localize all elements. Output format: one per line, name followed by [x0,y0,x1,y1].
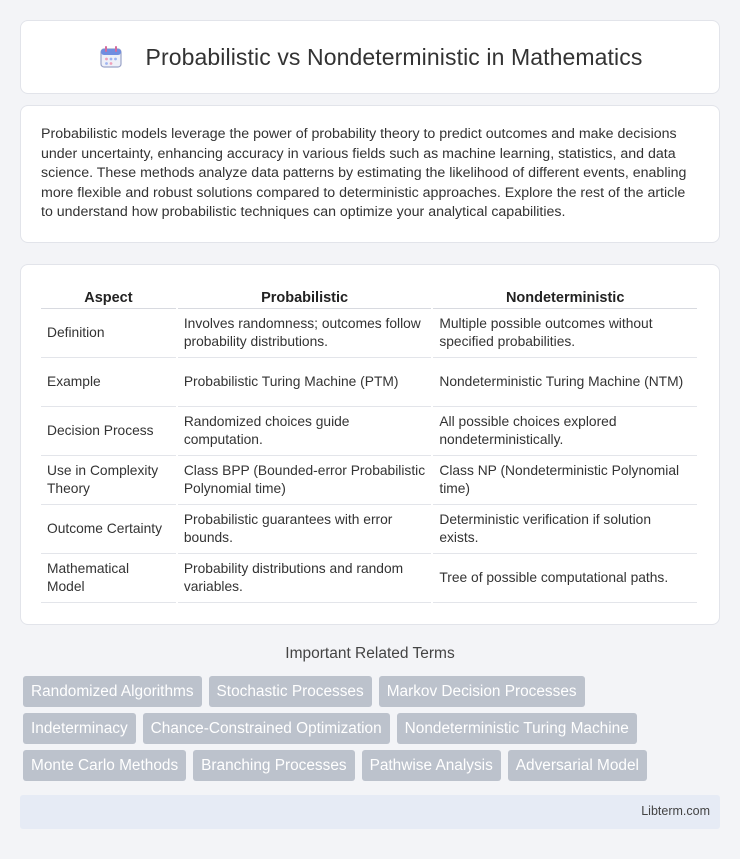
table-row [41,407,697,456]
related-term-tag[interactable]: Stochastic Processes [209,676,372,707]
header-aspect: Aspect [41,285,176,309]
table-row [41,505,697,554]
related-term-tag[interactable]: Randomized Algorithms [23,676,202,707]
row-aspect: Definition [41,309,176,358]
row-nondeterministic: Tree of possible computational paths. [433,554,697,603]
row-aspect: Decision Process [41,407,176,456]
row-aspect: Mathematical Model [41,554,176,603]
related-term-tag[interactable]: Pathwise Analysis [362,750,501,781]
row-aspect: Outcome Certainty [41,505,176,554]
header-probabilistic: Probabilistic [178,285,432,309]
related-term-tag[interactable]: Adversarial Model [508,750,647,781]
row-nondeterministic: Nondeterministic Turing Machine (NTM) [433,358,697,407]
row-probabilistic: Probabilistic guarantees with error bounds. [178,505,432,554]
table-header-row [41,285,697,309]
footer-site-link[interactable]: Libterm.com [641,804,710,818]
related-term-tag[interactable]: Indeterminacy [23,713,136,744]
row-aspect: Example [41,358,176,407]
page-title: Probabilistic vs Nondeterministic in Mathematics [145,43,643,70]
table-row [41,456,697,505]
row-nondeterministic: Class NP (Nondeterministic Polynomial time) [433,456,697,505]
tag-row [23,713,723,744]
footer [20,795,720,829]
related-term-tag[interactable]: Chance-Constrained Optimization [143,713,390,744]
row-nondeterministic: Multiple possible outcomes without specified probabilities. [433,309,697,358]
intro-paragraph: Probabilistic models leverage the power of probability theory to predict outcomes and make decisions under uncertainty, enhancing accuracy in various fields such as machine learning, statistics, and data science. These methods analyze data patterns by estimating the likelihood of different events, enabling more flexible and robust solutions compared to deterministic approaches. Explore the rest of the article to understand how probabilistic techniques can optimize your analytical capabilities. [41,126,687,221]
title-card [20,20,720,94]
calendar-icon [98,44,124,70]
related-terms-section [20,645,720,663]
comparison-table [39,285,699,603]
row-nondeterministic: Deterministic verification if solution exists. [433,505,697,554]
row-probabilistic: Randomized choices guide computation. [178,407,432,456]
related-terms-title: Important Related Terms [285,645,455,662]
row-aspect: Use in Complexity Theory [41,456,176,505]
tag-row [23,750,723,781]
table-row [41,358,697,407]
related-term-tag[interactable]: Markov Decision Processes [379,676,585,707]
row-probabilistic: Involves randomness; outcomes follow probability distributions. [178,309,432,358]
tag-row [23,676,723,707]
header-nondeterministic: Nondeterministic [433,285,697,309]
row-probabilistic: Class BPP (Bounded-error Probabilistic Polynomial time) [178,456,432,505]
row-nondeterministic: All possible choices explored nondeterministically. [433,407,697,456]
row-probabilistic: Probability distributions and random variables. [178,554,432,603]
row-probabilistic: Probabilistic Turing Machine (PTM) [178,358,432,407]
related-terms-tags [23,676,723,787]
related-term-tag[interactable]: Monte Carlo Methods [23,750,186,781]
related-term-tag[interactable]: Branching Processes [193,750,354,781]
table-row [41,554,697,603]
intro-card [20,105,720,243]
related-term-tag[interactable]: Nondeterministic Turing Machine [397,713,637,744]
comparison-table-card [20,264,720,625]
table-row [41,309,697,358]
